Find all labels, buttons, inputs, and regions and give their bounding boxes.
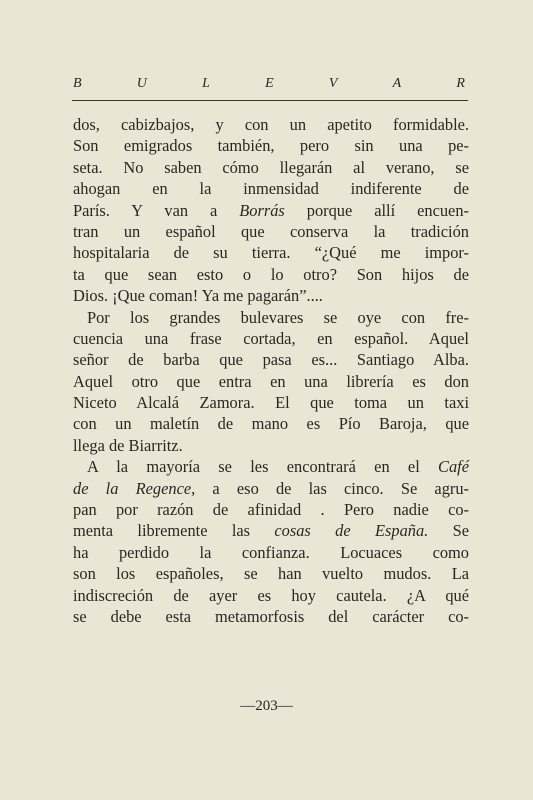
text-line: llega de Biarritz.	[73, 435, 183, 455]
text-line: menta libremente las cosas de España. Se	[73, 521, 469, 541]
text-line: seta. No saben cómo llegarán al verano, se	[73, 157, 469, 177]
paragraph	[73, 307, 469, 457]
italic-text: Borrás	[239, 200, 285, 220]
italic-text: de la Regence,	[73, 478, 196, 498]
text-line: con un maletín de mano es Pío Baroja, que	[73, 414, 469, 434]
text-line: tran un español que conserva la tradición	[73, 221, 469, 241]
text-line: ta que sean esto o lo otro? Son hijos de	[73, 264, 469, 284]
text-line: dos, cabizbajos, y con un apetito formidable.	[73, 115, 469, 134]
text-line: Dios. ¡Que coman! Ya me pagarán”....	[73, 286, 323, 306]
paragraph	[73, 456, 469, 627]
text-line: pan por razón de afinidad . Pero nadie co-	[73, 500, 469, 520]
header-rule	[72, 100, 468, 101]
text-line: A la mayoría se les encontrará en el Café	[87, 457, 469, 477]
text-line: Aquel otro que entra en una librería es don	[73, 371, 469, 391]
italic-text: cosas de España.	[274, 521, 429, 541]
running-head	[73, 76, 465, 92]
page-number: —203—	[240, 698, 293, 714]
text-line: son los españoles, se han vuelto mudos. La	[73, 564, 469, 584]
body-text	[73, 114, 469, 627]
text-line: de la Regence, a eso de las cinco. Se agru-	[73, 478, 470, 498]
running-head-letter: E	[265, 76, 274, 91]
text-line: París. Y van a Borrás porque allí encuen-	[73, 200, 469, 220]
text-line: Niceto Alcalá Zamora. El que toma un taxi	[73, 393, 469, 413]
running-head-letter: U	[136, 76, 147, 91]
paragraph	[73, 114, 469, 307]
text-line: indiscreción de ayer es hoy cautela. ¿A qué	[73, 585, 469, 605]
running-head-letter: B	[73, 76, 82, 91]
running-head-letter: V	[328, 76, 338, 91]
italic-text: Café	[438, 457, 469, 477]
text-line: hospitalaria de su tierra. “¿Qué me impor-	[73, 243, 469, 263]
running-head-letter: A	[392, 76, 402, 91]
running-head-letter: R	[456, 76, 465, 91]
text-line: se debe esta metamorfosis del carácter co-	[73, 606, 469, 626]
text-line: señor de barba que pasa es... Santiago Alba.	[73, 350, 469, 370]
text-line: cuencia una frase cortada, en español. Aquel	[73, 328, 469, 348]
running-head-letter: L	[202, 76, 210, 91]
text-line: Son emigrados también, pero sin una pe-	[73, 136, 469, 156]
text-line: ha perdido la confianza. Locuaces como	[73, 542, 469, 562]
text-line: Por los grandes bulevares se oye con fre-	[87, 307, 469, 327]
text-line: ahogan en la inmensidad indiferente de	[73, 179, 469, 199]
